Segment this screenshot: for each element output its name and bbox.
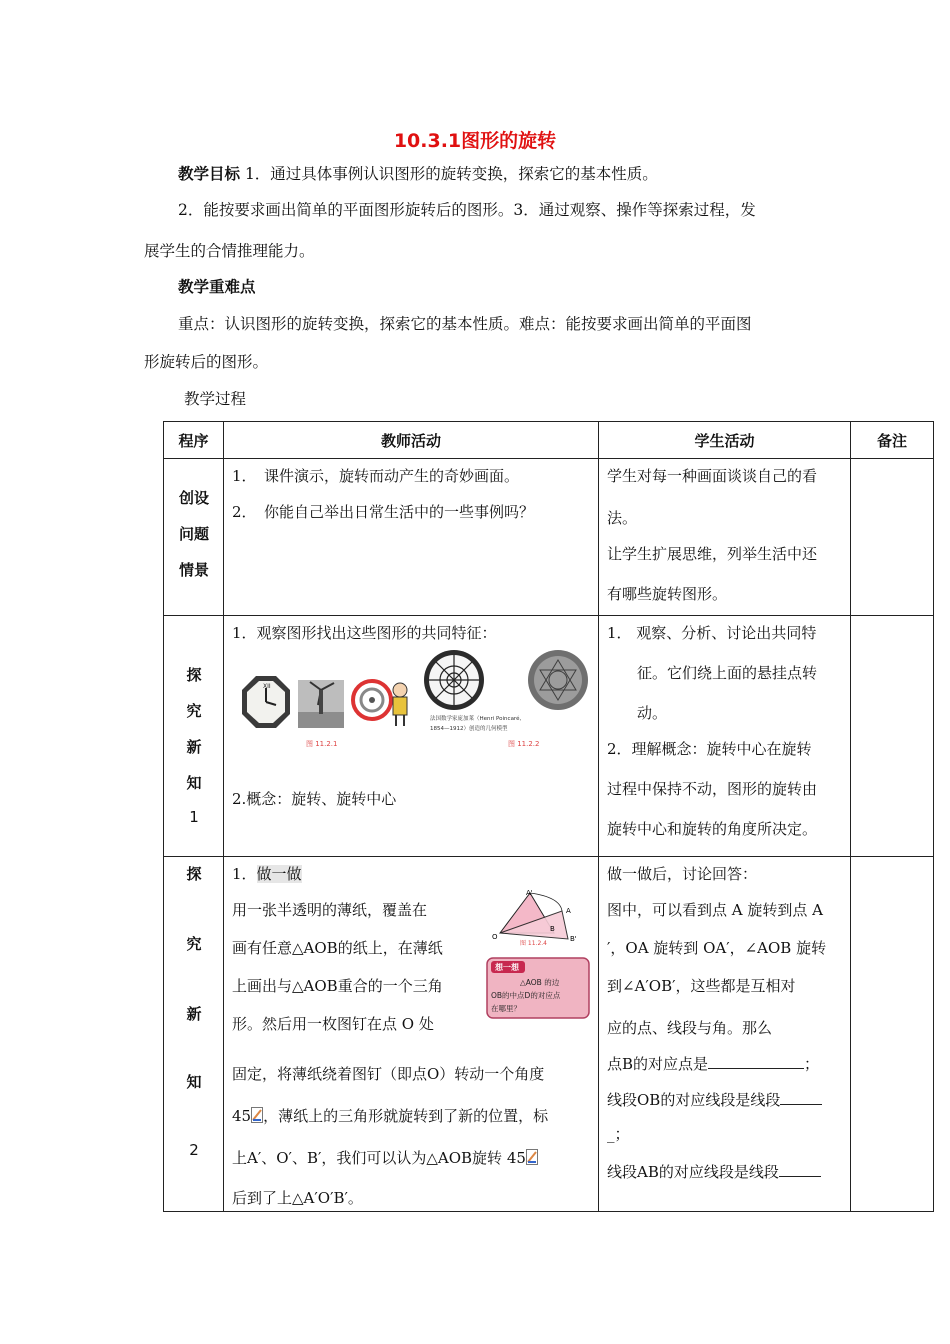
figure-note-1: 法国数学家庞加莱（Henri Poincaré, (430, 716, 522, 722)
process-label: 教学过程 (184, 390, 247, 408)
activity-heading: 1．做一做 (232, 865, 302, 883)
key-points-label: 教学重难点 (178, 278, 256, 296)
table-row (164, 616, 934, 857)
label-o: O (492, 933, 498, 941)
question-1: 点B的对应点是 ； (607, 1055, 820, 1073)
teacher-activity: 1．做一做 用一张半透明的薄纸，覆盖在 画有任意△AOB的纸上，在薄纸 上画出与△AOB重合的一个三角 形。然后用一枚图钉在点 O 处 固定，将薄纸绕着图钉（即点O）转动一个角度 45 ，薄纸上的三角形就旋转到了新的位置，标 上A′、O′、B′，我们可以认为△AOB旋转 45 后到了上△A′O′B′。 A' A B' B O 图 11.2.4 想一想 △AOB 的边 OB的中点D的对应点 在哪里？ (224, 857, 598, 1211)
lesson-table (163, 421, 934, 1212)
think-box (486, 957, 590, 1019)
windmill-icon (298, 680, 344, 728)
figure-caption-1: 图 11.2.1 (306, 740, 338, 748)
header-procedure: 程序 (164, 422, 224, 459)
answer-blank (780, 1090, 822, 1105)
think-box-line-1: △AOB 的边 (520, 978, 560, 987)
student-activity: 1． 观察、分析、讨论出共同特 征。它们绕上面的悬挂点转 动。 2．理解概念：旋转中心在旋转 过程中保持不动，图形的旋转由 旋转中心和旋转的角度所决定。 (607, 624, 818, 838)
stage-label: 探 究 新 知 1 (186, 666, 202, 826)
figure-caption-3: 图 11.2.4 (520, 940, 547, 947)
label-a-prime: A' (526, 889, 533, 897)
objectives-label: 教学目标 (178, 165, 241, 183)
header-notes: 备注 (851, 422, 934, 459)
objectives-text-1: 1．通过具体事例认识图形的旋转变换，探索它的基本性质。 (240, 165, 658, 183)
table-header-row (164, 422, 934, 459)
label-b-prime: B' (570, 935, 577, 943)
svg-text:XII: XII (263, 683, 271, 690)
teacher-activity: 1． 课件演示，旋转而动产生的奇妙画面。 2． 你能自己举出日常生活中的一些事例吗？ (232, 467, 535, 521)
table-row (164, 857, 934, 1212)
question-2: 线段OB的对应线段是线段 (607, 1089, 822, 1110)
objectives-line-2: 2．能按要求画出简单的平面图形旋转后的图形。3．通过观察、操作等探索过程，发 (178, 201, 756, 219)
clock-icon (242, 676, 290, 728)
notes-cell (851, 857, 934, 1212)
poincare-disk-icon (424, 650, 484, 710)
student-activity: 学生对每一种画面谈谈自己的看 法。 让学生扩展思维，列举生活中还 有哪些旋转图形。 (607, 467, 818, 603)
stage-label: 创设 问题 情景 (178, 489, 209, 579)
triangle-rotation-figure (490, 889, 584, 947)
objectives-line-1 (178, 164, 658, 184)
rotation-45-line: 45 ，薄纸上的三角形就旋转到了新的位置，标 (232, 1107, 549, 1125)
wheel-icon (353, 681, 407, 726)
header-teacher: 教师活动 (224, 422, 599, 459)
stage-label: 探 究 新 知 2 (186, 865, 202, 1159)
degree-symbol-icon (251, 1107, 263, 1123)
figure-caption-2: 图 11.2.2 (508, 740, 540, 748)
header-student: 学生活动 (599, 422, 851, 459)
figure-note-2: 1854—1912）创造的几何模型 (430, 726, 508, 732)
label-b: B (550, 925, 555, 933)
rotation-label-line: 上A′、O′、B′，我们可以认为△AOB旋转 45 (232, 1147, 538, 1168)
teacher-activity: 1．观察图形找出这些图形的共同特征： XII 图 11.2.1 法国数学家庞加莱（Henri Poincaré, 1854—1912）创造的几何模型 图 11.2.2 2.概念：旋转、旋转中心 (224, 616, 598, 856)
activity-title: 做一做 (256, 865, 302, 883)
label-a: A (566, 907, 571, 915)
think-box-line-2: OB的中点D的对应点 (491, 991, 561, 1000)
table-row (164, 459, 934, 616)
notes-cell (851, 459, 934, 616)
rotation-figures (230, 650, 592, 760)
notes-cell (851, 616, 934, 857)
key-points-line-2: 形旋转后的图形。 (144, 353, 269, 371)
think-box-title: 想一想 (495, 963, 519, 972)
page-title: 10.3.1图形的旋转 (393, 130, 557, 152)
degree-symbol-icon (526, 1149, 538, 1165)
answer-blank (779, 1162, 821, 1177)
student-activity: 做一做后，讨论回答： 图中，可以看到点 A 旋转到点 A ′，OA 旋转到 OA′，∠AOB 旋转 到∠A′OB′，这些都是互相对 应的点、线段与角。那么 点B的对应点是 ； 线段OB的对应线段是线段 _； 线段AB的对应线段是线段 (607, 865, 827, 1181)
question-3: 线段AB的对应线段是线段 (607, 1161, 821, 1182)
key-points-line-1: 重点：认识图形的旋转变换，探索它的基本性质。难点：能按要求画出简单的平面图 (178, 315, 752, 333)
think-box-line-3: 在哪里？ (491, 1004, 521, 1013)
objectives-line-3: 展学生的合情推理能力。 (144, 242, 315, 260)
kaleidoscope-disk-icon (528, 650, 588, 710)
answer-blank (708, 1054, 804, 1069)
